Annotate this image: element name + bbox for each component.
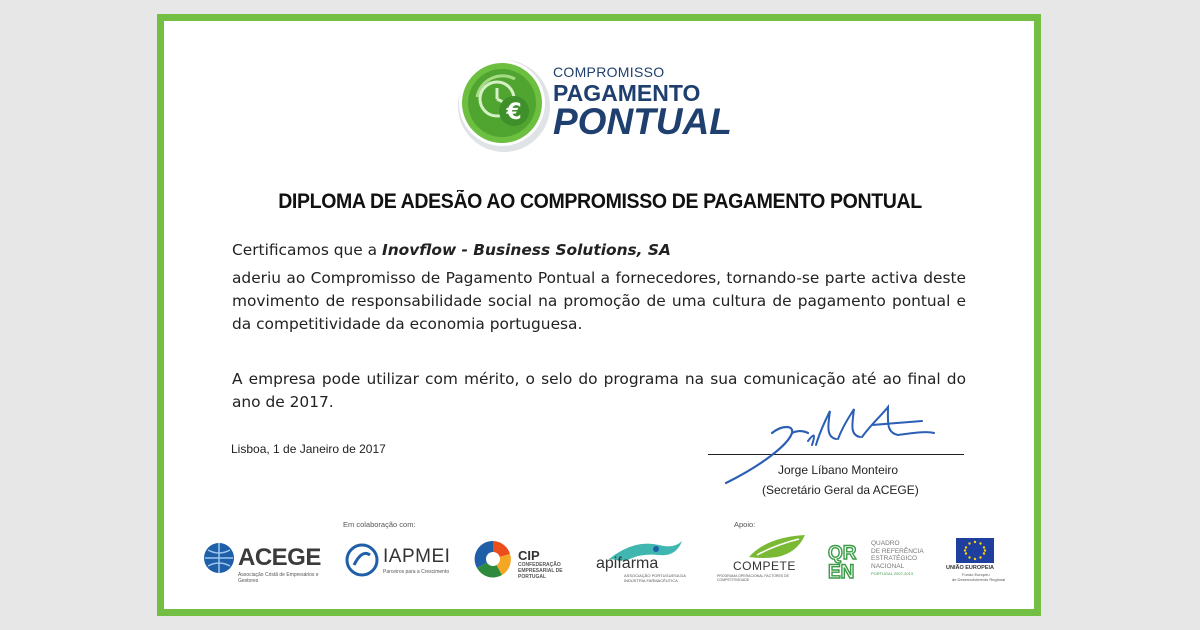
iapmei-emblem-icon <box>345 543 379 577</box>
compete-leaf-icon <box>747 533 807 559</box>
qren-line-2: DE REFERÊNCIA <box>871 547 924 555</box>
qren-line-5: PORTUGAL 2007-2013 <box>871 571 914 576</box>
diploma-title: DIPLOMA DE ADESÃO AO COMPROMISSO DE PAGAMENTO PONTUAL <box>278 190 922 213</box>
eu-sub-2: de Desenvolvimento Regional <box>952 577 1006 582</box>
iapmei-sub: Parceiros para a Crescimento <box>383 569 450 575</box>
cip-emblem-icon <box>474 540 512 578</box>
qren-logo <box>827 540 927 582</box>
svg-text:€: € <box>506 100 522 125</box>
certify-line <box>232 239 966 262</box>
apifarma-logo <box>596 537 686 581</box>
qren-line-1: QUADRO <box>871 540 900 547</box>
apifarma-sub: ASSOCIAÇÃO PORTUGUESA DA INDÚSTRIA FARMACÊUTICA <box>624 573 686 583</box>
company-name: Inovflow - Business Solutions, SA <box>381 241 671 259</box>
program-logo-text <box>553 64 732 142</box>
acege-sub: Associação Cristã de Empresários e Gestores <box>238 572 319 584</box>
qren-text <box>871 540 924 578</box>
paragraph-usage: A empresa pode utilizar com mérito, o selo do programa na sua comunicação até ao final do ano de 2017. <box>232 370 966 411</box>
logo-line-3: PONTUAL <box>553 101 732 142</box>
eu-sub-1: Fundo Europeu <box>962 572 990 577</box>
compete-sub: PROGRAMA OPERACIONAL FACTORES DE COMPETITIVIDADE <box>717 574 789 582</box>
qren-line-4: NACIONAL <box>871 562 905 570</box>
apifarma-name: apifarma <box>596 555 659 572</box>
svg-text:EN: EN <box>828 562 855 580</box>
issue-date: Lisboa, 1 de Janeiro de 2017 <box>231 442 386 456</box>
clock-euro-logo-icon <box>457 57 557 157</box>
signatory-role: (Secretário Geral da ACEGE) <box>762 483 919 497</box>
acege-logo <box>203 540 333 584</box>
cip-sub: CONFEDERAÇÃO EMPRESARIAL DE PORTUGAL <box>518 562 563 580</box>
eu-logo <box>944 538 1014 584</box>
signatory-name: Jorge Líbano Monteiro <box>778 463 899 477</box>
logo-line-2: PAGAMENTO <box>553 80 701 106</box>
collaboration-label: Em colaboração com: <box>343 520 416 529</box>
eu-name: UNIÃO EUROPEIA <box>946 565 994 571</box>
svg-text:QR: QR <box>828 543 857 564</box>
logo-line-1: COMPROMISSO <box>553 64 665 80</box>
cip-logo <box>474 540 589 580</box>
eu-flag-icon <box>956 538 994 563</box>
certify-prefix: Certificamos que a <box>232 241 382 259</box>
iapmei-logo <box>345 541 460 581</box>
iapmei-name: IAPMEI <box>383 546 451 567</box>
compete-logo <box>717 533 809 583</box>
support-label: Apoio: <box>734 520 756 529</box>
qren-monogram-icon <box>827 540 867 580</box>
globe-icon <box>203 542 235 574</box>
cip-name: CIP <box>518 548 540 563</box>
qren-line-3: ESTRATÉGICO <box>871 555 918 562</box>
acege-name: ACEGE <box>238 544 321 571</box>
paragraph-adhesion: aderiu ao Compromisso de Pagamento Pontual a fornecedores, tornando-se parte activa deste movimento de responsabilidade social na promoção de uma cultura de pagamento pontual e da competitividade da economia portuguesa. <box>232 269 966 333</box>
compete-name: COMPETE <box>733 559 796 573</box>
